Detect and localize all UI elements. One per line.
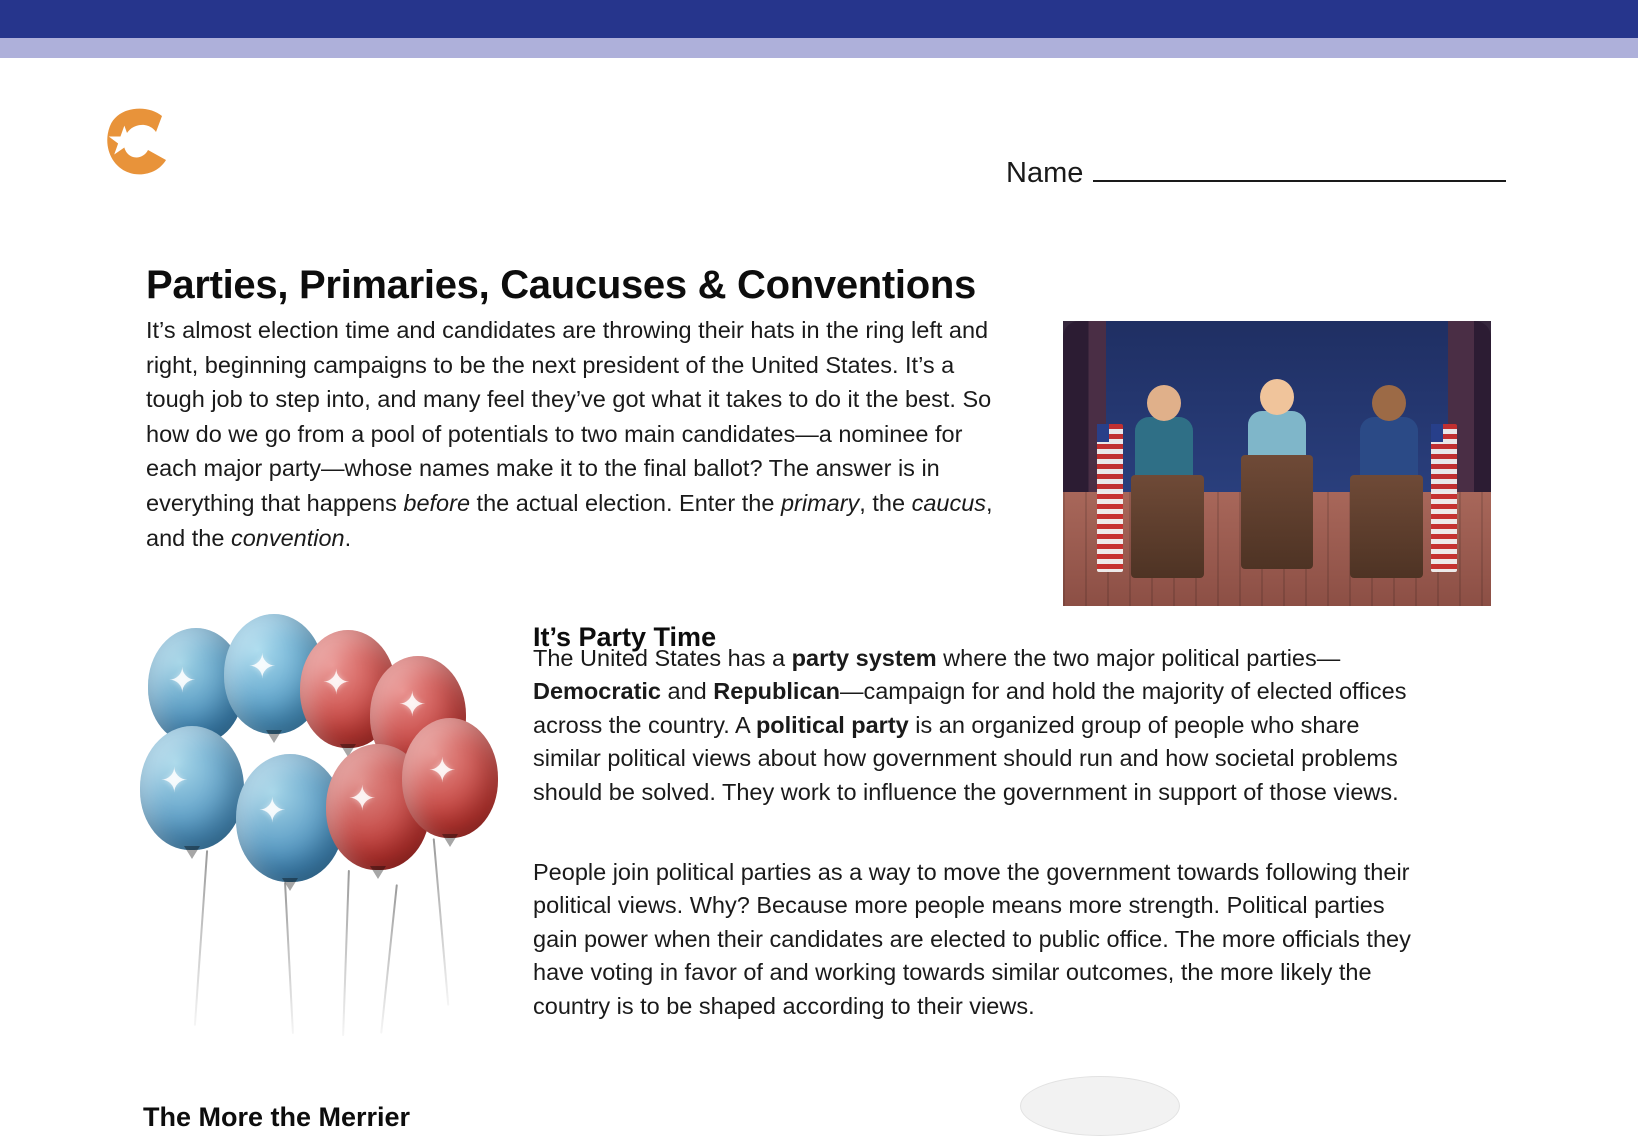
candidate-left-head [1147, 385, 1181, 421]
us-flag-left-icon [1097, 424, 1123, 572]
paragraph-joining-parties: People join political parties as a way to move the government towards following their political views. Why? Because more people means more strength. Political parties gain power when their candidates are elected to public office. The more officials they have voting in favor of and working towards similar outcomes, the more likely the country is to be shaped according to their views. [533, 859, 1411, 1019]
podium-center [1241, 455, 1314, 569]
section-heading-party-time: It’s Party Time [533, 622, 717, 653]
podium-right [1350, 475, 1423, 578]
name-field-row [1006, 157, 1506, 190]
us-flag-right-icon [1431, 424, 1457, 572]
podium-left [1131, 475, 1204, 578]
curriculum-logo [92, 94, 184, 186]
worksheet-page [0, 58, 1638, 1133]
candidate-right-head [1372, 385, 1406, 421]
name-label: Name [1006, 157, 1084, 189]
bottom-illustration-partial [1020, 1076, 1180, 1136]
candidate-left-body [1135, 417, 1193, 481]
candidate-right-body [1360, 417, 1418, 481]
debate-stage-illustration [1063, 321, 1491, 606]
paragraph-party-system: The United States has a party system where the two major political parties—Democratic and Republican—campaign for and hold the majority of elected offices across the country. A political party is an organized group of people who share similar political views about how government should run and how societal problems should be solved. They work to influence the government in support of those views. [533, 645, 1407, 805]
section-heading-more-the-merrier: The More the Merrier [143, 1102, 411, 1133]
secondary-app-bar [0, 38, 1638, 58]
balloons-illustration: ✦ ✦ ✦ ✦ ✦ ✦ ✦ ✦ [140, 614, 500, 1044]
candidate-center-head [1260, 379, 1294, 415]
page-title: Parties, Primaries, Caucuses & Conventions [146, 262, 976, 307]
intro-paragraph: It’s almost election time and candidates are throwing their hats in the ring left and right, beginning campaigns to be the next president of the United States. It’s a tough job to step into, and many feel they’ve got what it takes to do it the best. So how do we go from a pool of potentials to two main candidates—a nominee for each major party—whose names make it to the final ballot? The answer is in everything that happens before the actual election. Enter the primary, the caucus, and the convention. [146, 317, 993, 551]
top-app-bar [0, 0, 1638, 38]
name-input-line[interactable] [1093, 158, 1506, 182]
